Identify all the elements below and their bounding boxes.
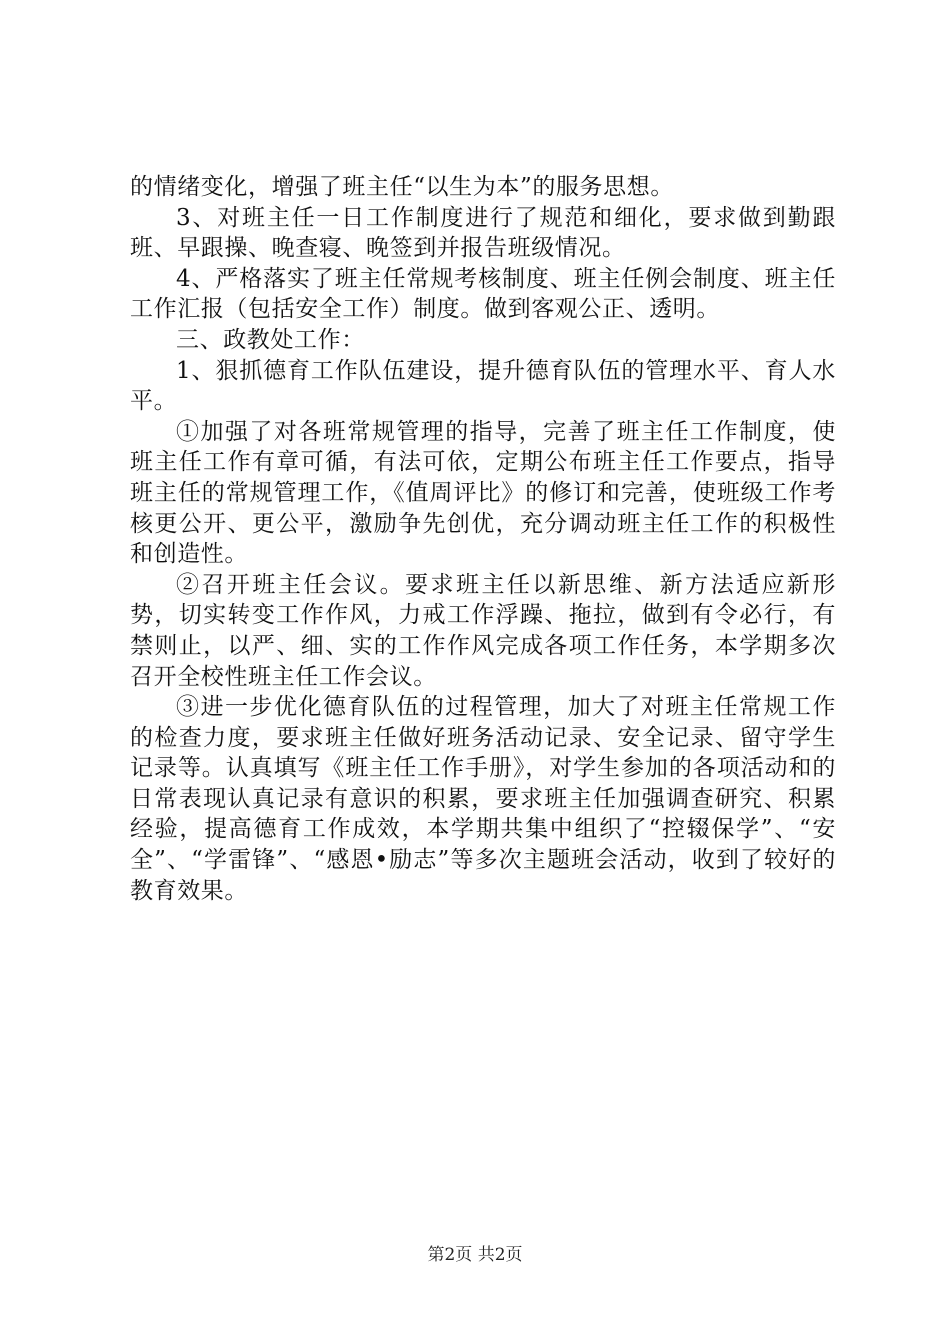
paragraph-item-3: 3、对班主任一日工作制度进行了规范和细化，要求做到勤跟班、早跟操、晚查寝、晚签到并报告班级情况。 [130, 204, 836, 262]
paragraph-circled-1: ①加强了对各班常规管理的指导，完善了班主任工作制度，使班主任工作有章可循，有法可依，定期公布班主任工作要点，指导班主任的常规管理工作，《值周评比》的修订和完善，使班级工作考核更公开、更公平，激励争先创优，充分调动班主任工作的积极性和创造性。 [130, 418, 836, 568]
paragraph-circled-2: ②召开班主任会议。要求班主任以新思维、新方法适应新形势，切实转变工作作风，力戒工作浮躁、拖拉，做到有令必行，有禁则止，以严、细、实的工作作风完成各项工作任务，本学期多次召开全校性班主任工作会议。 [130, 571, 836, 690]
section-heading: 三、政教处工作： [176, 326, 365, 353]
document-body [130, 172, 836, 906]
paragraph-continuation: 的情绪变化，增强了班主任“以生为本”的服务思想。 [130, 174, 674, 200]
page-footer: 第2页 共2页 [427, 1245, 523, 1265]
paragraph-item-1: 1、狠抓德育工作队伍建设，提升德育队伍的管理水平、育人水平。 [130, 357, 836, 415]
paragraph-item-4: 4、严格落实了班主任常规考核制度、班主任例会制度、班主任工作汇报（包括安全工作）制度。做到客观公正、透明。 [130, 265, 836, 323]
paragraph-circled-3: ③进一步优化德育队伍的过程管理，加大了对班主任常规工作的检查力度，要求班主任做好班务活动记录、安全记录、留守学生记录等。认真填写《班主任工作手册》，对学生参加的各项活动和的日常表现认真记录有意识的积累，要求班主任加强调查研究、积累经验，提高德育工作成效，本学期共集中组织了“控辍保学”、“安全”、“学雷锋”、“感恩•励志”等多次主题班会活动，收到了较好的教育效果。 [130, 694, 836, 904]
